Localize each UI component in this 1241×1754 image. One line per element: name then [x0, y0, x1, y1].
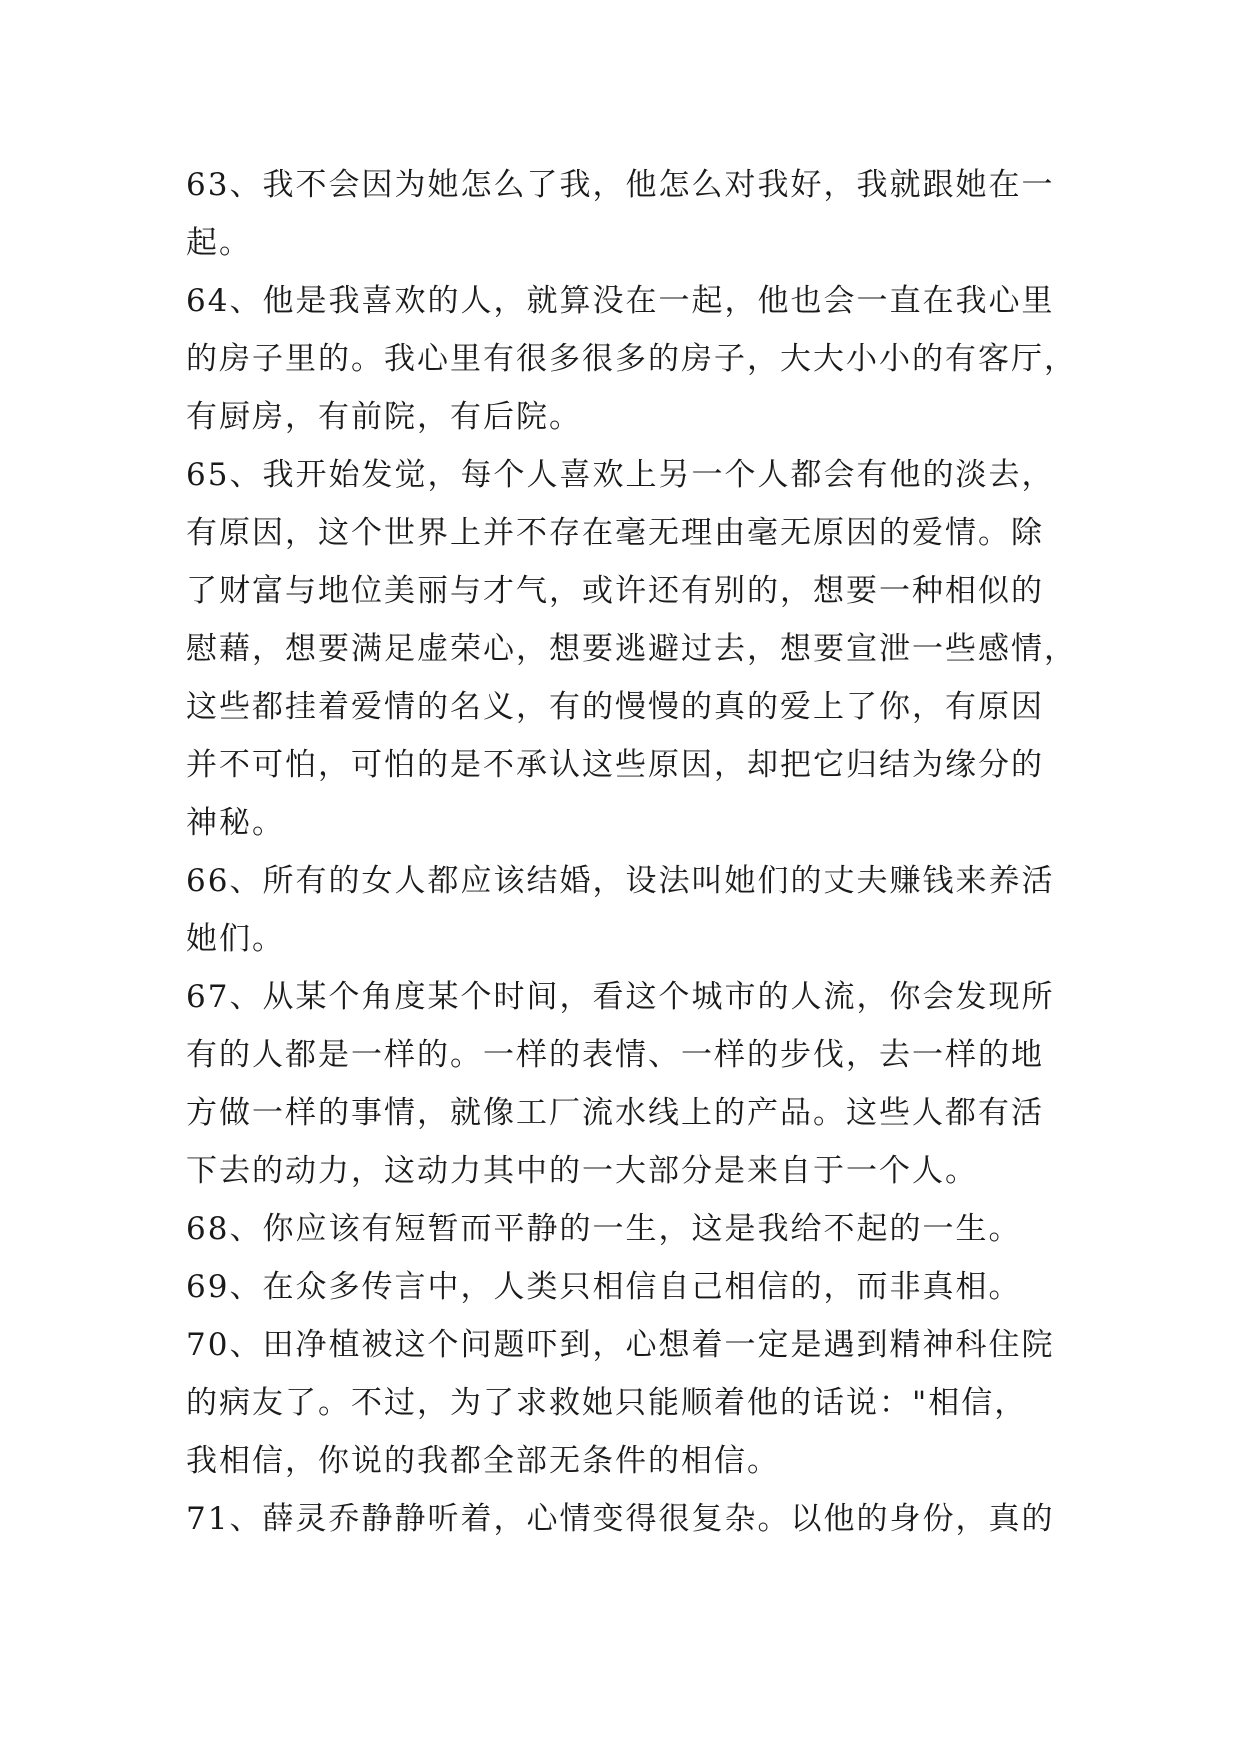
text-line: 下去的动力，这动力其中的一大部分是来自于一个人。 [186, 1153, 978, 1189]
text-line: 的病友了。不过，为了求救她只能顺着他的话说："相信， [186, 1385, 1028, 1421]
text-line: 有原因，这个世界上并不存在毫无理由毫无原因的爱情。除 [186, 515, 1044, 551]
text-line: 有厨房，有前院，有后院。 [186, 399, 582, 435]
text-line: 65、我开始发觉，每个人喜欢上另一个人都会有他的淡去， [186, 457, 1055, 493]
text-line: 63、我不会因为她怎么了我，他怎么对我好，我就跟她在一 [186, 167, 1055, 203]
text-line: 起。 [186, 225, 252, 261]
text-line: 67、从某个角度某个时间，看这个城市的人流，你会发现所 [186, 979, 1055, 1015]
text-line: 64、他是我喜欢的人，就算没在一起，他也会一直在我心里 [186, 283, 1055, 319]
body-text [186, 156, 1077, 1548]
text-line: 她们。 [186, 921, 285, 957]
text-line: 慰藉，想要满足虚荣心，想要逃避过去，想要宣泄一些感情， [186, 631, 1077, 667]
text-line: 神秘。 [186, 805, 285, 841]
text-line: 这些都挂着爱情的名义，有的慢慢的真的爱上了你，有原因 [186, 689, 1044, 725]
text-line: 70、田净植被这个问题吓到，心想着一定是遇到精神科住院 [186, 1327, 1055, 1363]
text-line: 66、所有的女人都应该结婚，设法叫她们的丈夫赚钱来养活 [186, 863, 1055, 899]
text-line: 方做一样的事情，就像工厂流水线上的产品。这些人都有活 [186, 1095, 1044, 1131]
text-line: 我相信，你说的我都全部无条件的相信。 [186, 1443, 780, 1479]
text-line: 68、你应该有短暂而平静的一生，这是我给不起的一生。 [186, 1211, 1022, 1247]
text-line: 的房子里的。我心里有很多很多的房子，大大小小的有客厅， [186, 341, 1077, 377]
text-line: 了财富与地位美丽与才气，或许还有别的，想要一种相似的 [186, 573, 1044, 609]
text-line: 有的人都是一样的。一样的表情、一样的步伐，去一样的地 [186, 1037, 1044, 1073]
text-line: 69、在众多传言中，人类只相信自己相信的，而非真相。 [186, 1269, 1022, 1305]
text-line: 并不可怕，可怕的是不承认这些原因，却把它归结为缘分的 [186, 747, 1044, 783]
text-line: 71、薛灵乔静静听着，心情变得很复杂。以他的身份，真的 [186, 1501, 1055, 1537]
